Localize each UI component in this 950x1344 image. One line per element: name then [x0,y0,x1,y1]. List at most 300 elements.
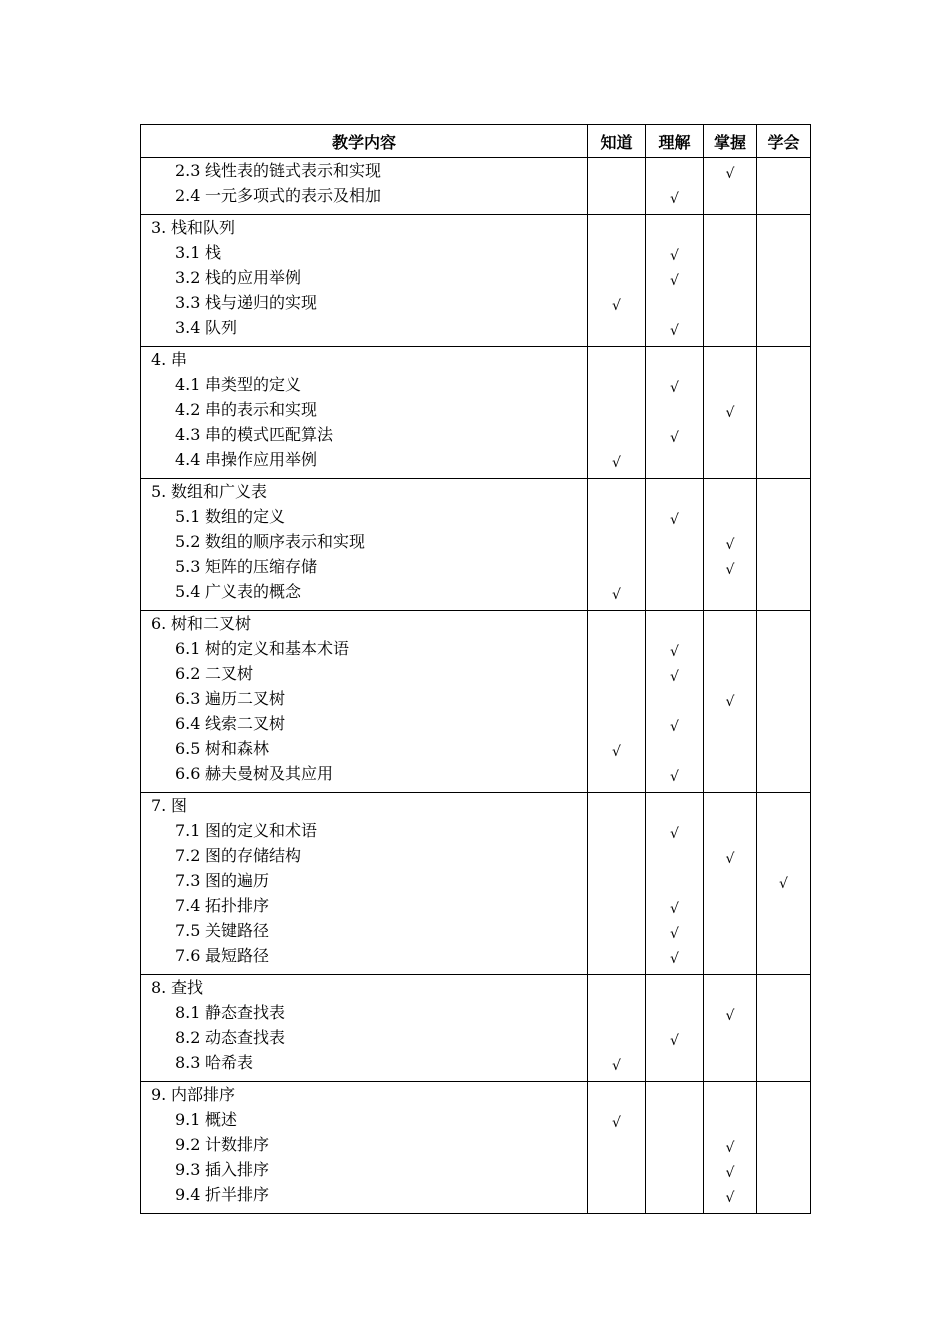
header-learn: 学会 [757,125,811,158]
mark-slot [757,979,810,1004]
item-number: 4.2 [175,400,201,419]
item-number: 8. [151,978,167,997]
mark-slot [757,187,810,212]
mark-slot [704,1136,756,1161]
mark-slot [588,715,645,740]
mark-slot [588,947,645,972]
mark-slot [646,740,703,765]
item-title: 查找 [171,978,204,997]
mark-slot [646,1161,703,1186]
understand-cell [646,975,704,1082]
item-number: 7. [151,796,167,815]
mark-slot [588,583,645,608]
checkmark: √ [670,323,679,339]
content-lines [141,158,587,214]
mark-slot [588,1054,645,1079]
item-number: 8.2 [175,1028,201,1047]
mark-slot [757,508,810,533]
mark-slot [757,401,810,426]
chapter-heading [141,479,587,504]
mark-slot [757,847,810,872]
mark-slot [704,872,756,897]
item-number: 3. [151,218,167,237]
mark-slot [646,451,703,476]
mark-slot [588,187,645,212]
mark-slot [588,922,645,947]
checkmark: √ [779,876,788,892]
content-cell [141,611,588,793]
mark-slot [588,351,645,376]
item-title: 串 [171,350,188,369]
mark-slot [646,765,703,790]
mark-slot [588,533,645,558]
mark-slot [704,187,756,212]
item-title: 栈和队列 [171,218,236,237]
section-line [141,1000,587,1025]
item-title: 动态查找表 [205,1028,286,1047]
mark-slot [646,219,703,244]
section-line [141,447,587,472]
content-lines [141,611,587,792]
item-title: 关键路径 [205,921,270,940]
checkmark: √ [612,455,621,471]
mark-slot [646,690,703,715]
mark-slot [757,715,810,740]
mark-slot [646,351,703,376]
section-line [141,290,587,315]
item-title: 数组和广义表 [171,482,268,501]
mark-slot [704,715,756,740]
mark-slot [757,219,810,244]
item-title: 计数排序 [205,1135,270,1154]
item-title: 概述 [205,1110,238,1129]
mark-slot [757,244,810,269]
mark-slot [704,401,756,426]
mark-slot [646,187,703,212]
section-line [141,183,587,208]
mark-slot [588,1136,645,1161]
header-know: 知道 [588,125,646,158]
mark-slot [646,1054,703,1079]
section-line [141,636,587,661]
item-title: 折半排序 [205,1185,270,1204]
item-title: 栈的应用举例 [205,268,302,287]
item-number: 7.1 [175,821,201,840]
mark-slot [588,269,645,294]
group-row [141,1082,811,1214]
mark-slot [704,1004,756,1029]
mark-slot [757,294,810,319]
mark-slot [704,615,756,640]
master-cell [704,158,757,215]
content-lines [141,975,587,1081]
group-row [141,793,811,975]
chapter-heading [141,215,587,240]
mark-slot [757,615,810,640]
mark-slot [757,872,810,897]
item-title: 栈与递归的实现 [205,293,318,312]
mark-slot [646,872,703,897]
mark-slot [704,922,756,947]
mark-slot [588,740,645,765]
item-title: 图的存储结构 [205,846,302,865]
checkmark: √ [725,562,735,578]
mark-slot [757,1186,810,1211]
section-line [141,661,587,686]
section-line [141,1107,587,1132]
item-title: 哈希表 [205,1053,254,1072]
checkmark: √ [725,851,735,867]
item-number: 6.3 [175,689,201,708]
mark-slot [704,269,756,294]
mark-slot [588,558,645,583]
mark-slot [704,162,756,187]
section-line [141,372,587,397]
know-cell [588,793,646,975]
section-line [141,711,587,736]
item-title: 静态查找表 [205,1003,286,1022]
master-cell [704,215,757,347]
mark-slot [704,426,756,451]
item-title: 最短路径 [205,946,270,965]
mark-slot [704,219,756,244]
mark-slot [646,615,703,640]
section-line [141,1157,587,1182]
mark-slot [704,319,756,344]
mark-slot [704,451,756,476]
master-cell [704,347,757,479]
checkmark: √ [612,744,621,760]
item-title: 线性表的链式表示和实现 [205,161,382,180]
item-title: 二叉树 [205,664,254,683]
mark-slot [757,351,810,376]
item-number: 9.4 [175,1185,201,1204]
mark-slot [757,426,810,451]
mark-slot [757,558,810,583]
item-number: 4.4 [175,450,201,469]
mark-slot [588,219,645,244]
section-line [141,579,587,604]
item-title: 内部排序 [171,1085,236,1104]
mark-slot [588,162,645,187]
item-title: 栈 [205,243,222,262]
mark-slot [588,897,645,922]
mark-slot [757,1054,810,1079]
master-cell [704,1082,757,1214]
item-title: 广义表的概念 [205,582,302,601]
mark-slot [757,376,810,401]
item-number: 5. [151,482,167,501]
checkmark: √ [725,166,735,182]
content-lines [141,479,587,610]
learn-cell [757,479,811,611]
mark-slot [588,426,645,451]
mark-slot [757,1136,810,1161]
section-line [141,1025,587,1050]
mark-slot [704,1111,756,1136]
mark-slot [704,376,756,401]
mark-slot [757,269,810,294]
chapter-heading [141,347,587,372]
content-lines [141,347,587,478]
item-title: 矩阵的压缩存储 [205,557,318,576]
item-title: 拓扑排序 [205,896,270,915]
master-cell [704,793,757,975]
checkmark: √ [670,512,679,528]
mark-slot [704,558,756,583]
mark-slot [646,483,703,508]
mark-slot [588,640,645,665]
mark-slot [757,922,810,947]
syllabus-table [140,124,811,1214]
mark-slot [646,1136,703,1161]
checkmark: √ [670,1033,679,1049]
section-line [141,736,587,761]
mark-slot [646,665,703,690]
section-line [141,240,587,265]
item-number: 7.3 [175,871,201,890]
checkmark: √ [725,694,735,710]
item-number: 3.1 [175,243,201,262]
checkmark: √ [670,769,679,785]
mark-slot [646,294,703,319]
mark-slot [646,269,703,294]
mark-slot [757,583,810,608]
item-number: 6.1 [175,639,201,658]
content-cell [141,975,588,1082]
understand-cell [646,1082,704,1214]
header-row [141,125,811,158]
item-title: 一元多项式的表示及相加 [205,186,382,205]
checkmark: √ [670,719,679,735]
item-number: 2.4 [175,186,201,205]
mark-slot [588,847,645,872]
mark-slot [588,665,645,690]
item-number: 4.3 [175,425,201,444]
chapter-heading [141,611,587,636]
mark-slot [757,947,810,972]
know-cell [588,347,646,479]
item-number: 6.2 [175,664,201,683]
item-number: 4.1 [175,375,201,394]
content-lines [141,793,587,974]
checkmark: √ [670,926,679,942]
section-line [141,504,587,529]
mark-slot [704,583,756,608]
item-title: 串操作应用举例 [205,450,318,469]
item-number: 3.3 [175,293,201,312]
checkmark: √ [725,1008,735,1024]
understand-cell [646,611,704,793]
section-line [141,686,587,711]
item-number: 3.4 [175,318,201,337]
group-row [141,975,811,1082]
mark-slot [646,244,703,269]
mark-slot [646,979,703,1004]
mark-slot [588,1161,645,1186]
checkmark: √ [670,191,679,207]
checkmark: √ [725,405,735,421]
item-title: 树和森林 [205,739,270,758]
item-number: 9.3 [175,1160,201,1179]
section-line [141,554,587,579]
checkmark: √ [670,951,679,967]
item-number: 5.3 [175,557,201,576]
section-line [141,893,587,918]
section-line [141,529,587,554]
mark-slot [704,351,756,376]
mark-slot [588,376,645,401]
item-title: 数组的定义 [205,507,286,526]
header-master: 掌握 [704,125,757,158]
item-number: 6.4 [175,714,201,733]
mark-slot [588,483,645,508]
understand-cell [646,158,704,215]
content-cell [141,158,588,215]
section-line [141,818,587,843]
mark-slot [757,740,810,765]
mark-slot [646,1186,703,1211]
checkmark: √ [670,669,679,685]
mark-slot [588,1111,645,1136]
section-line [141,1182,587,1207]
checkmark: √ [670,826,679,842]
item-number: 9.1 [175,1110,201,1129]
mark-slot [704,508,756,533]
mark-slot [704,294,756,319]
mark-slot [588,615,645,640]
mark-slot [588,1086,645,1111]
mark-slot [704,897,756,922]
mark-slot [704,979,756,1004]
item-number: 7.2 [175,846,201,865]
item-title: 串的模式匹配算法 [205,425,334,444]
item-number: 5.4 [175,582,201,601]
group-row [141,479,811,611]
section-line [141,315,587,340]
content-cell [141,479,588,611]
checkmark: √ [670,901,679,917]
section-line [141,265,587,290]
understand-cell [646,347,704,479]
section-line [141,397,587,422]
section-line [141,868,587,893]
mark-slot [646,401,703,426]
know-cell [588,975,646,1082]
item-number: 8.1 [175,1003,201,1022]
checkmark: √ [612,1058,621,1074]
mark-slot [646,319,703,344]
mark-slot [704,822,756,847]
group-row [141,215,811,347]
content-cell [141,215,588,347]
mark-slot [704,847,756,872]
mark-slot [704,947,756,972]
item-title: 串的表示和实现 [205,400,318,419]
item-number: 7.6 [175,946,201,965]
learn-cell [757,1082,811,1214]
mark-slot [646,533,703,558]
mark-slot [704,1029,756,1054]
mark-slot [704,244,756,269]
understand-cell [646,479,704,611]
item-title: 串类型的定义 [205,375,302,394]
checkmark: √ [612,1115,621,1131]
mark-slot [646,947,703,972]
understand-cell [646,793,704,975]
chapter-heading [141,1082,587,1107]
chapter-heading [141,975,587,1000]
know-cell [588,215,646,347]
item-number: 6. [151,614,167,633]
mark-slot [588,765,645,790]
section-line [141,843,587,868]
section-line [141,158,587,183]
content-cell [141,1082,588,1214]
mark-slot [704,765,756,790]
mark-slot [588,508,645,533]
learn-cell [757,158,811,215]
header-content: 教学内容 [141,125,588,158]
mark-slot [704,1054,756,1079]
mark-slot [757,1029,810,1054]
item-title: 图的定义和术语 [205,821,318,840]
mark-slot [757,797,810,822]
mark-slot [757,162,810,187]
section-line [141,1132,587,1157]
mark-slot [704,533,756,558]
item-title: 遍历二叉树 [205,689,286,708]
item-title: 树和二叉树 [171,614,252,633]
know-cell [588,479,646,611]
mark-slot [704,1086,756,1111]
checkmark: √ [670,430,679,446]
learn-cell [757,611,811,793]
group-row [141,347,811,479]
item-number: 3.2 [175,268,201,287]
mark-slot [588,319,645,344]
mark-slot [757,1004,810,1029]
mark-slot [646,640,703,665]
mark-slot [646,583,703,608]
item-number: 9. [151,1085,167,1104]
mark-slot [757,1086,810,1111]
section-line [141,918,587,943]
item-title: 赫夫曼树及其应用 [205,764,334,783]
mark-slot [757,765,810,790]
group-row [141,158,811,215]
item-title: 数组的顺序表示和实现 [205,532,366,551]
section-line [141,422,587,447]
know-cell [588,611,646,793]
mark-slot [588,1004,645,1029]
content-cell [141,793,588,975]
item-number: 5.2 [175,532,201,551]
checkmark: √ [725,1165,735,1181]
checkmark: √ [612,298,621,314]
mark-slot [646,797,703,822]
item-number: 7.5 [175,921,201,940]
mark-slot [757,1111,810,1136]
mark-slot [704,740,756,765]
learn-cell [757,793,811,975]
mark-slot [757,665,810,690]
mark-slot [646,1029,703,1054]
mark-slot [588,1029,645,1054]
mark-slot [646,1111,703,1136]
item-number: 2.3 [175,161,201,180]
checkmark: √ [670,644,679,660]
